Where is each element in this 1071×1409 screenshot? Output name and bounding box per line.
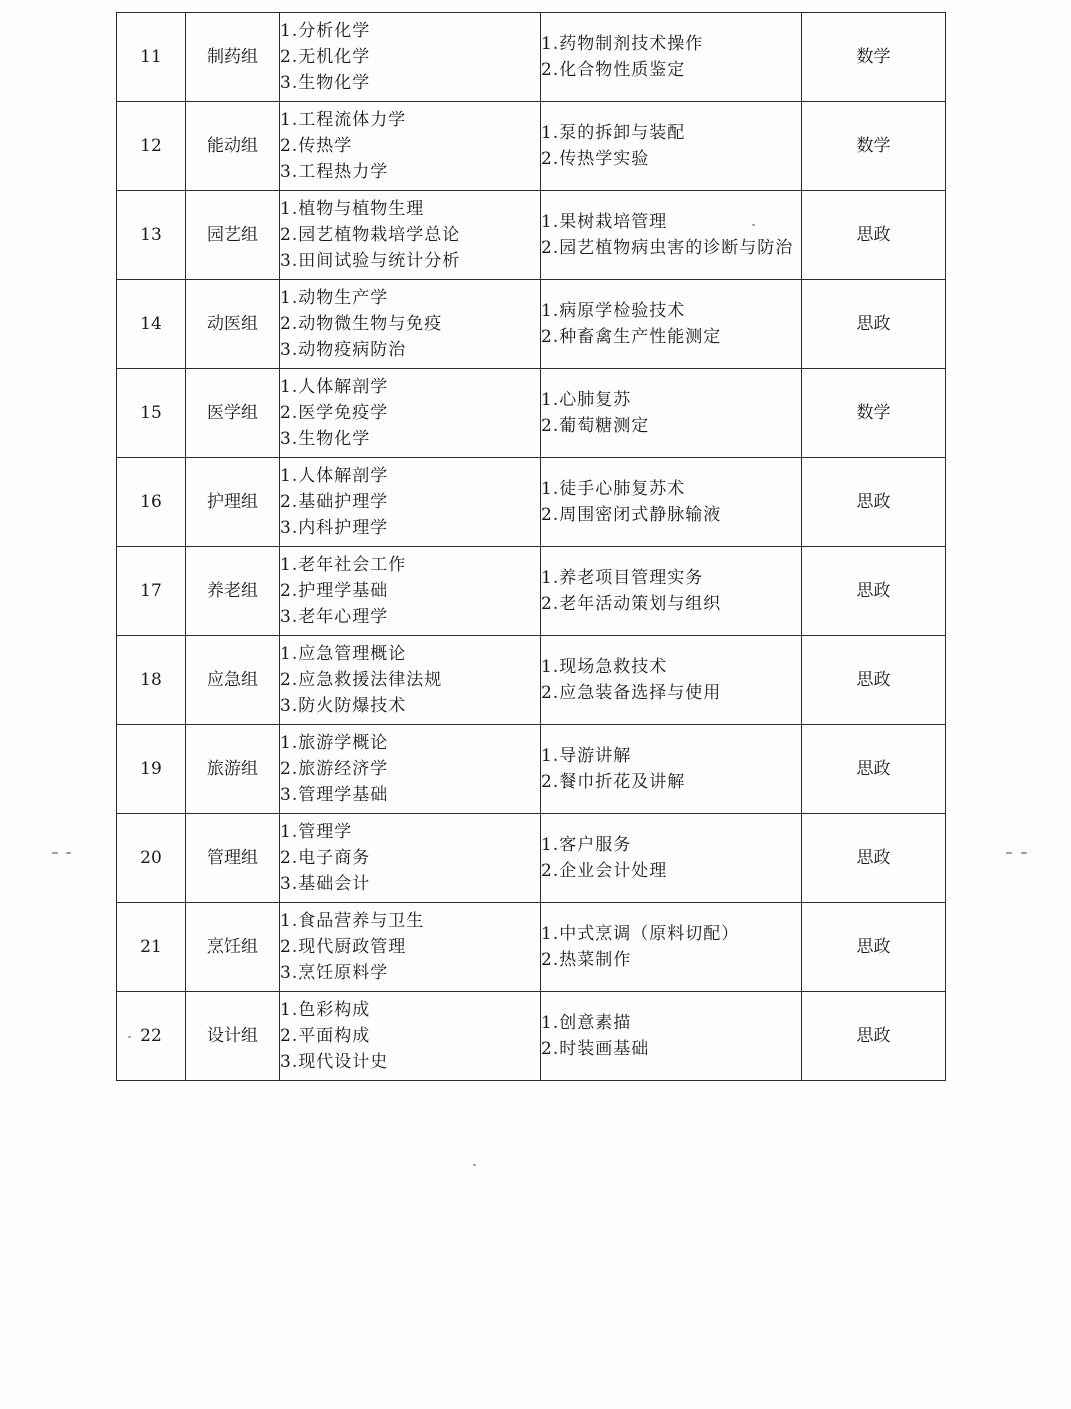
skill-subject-item: 2.周围密闭式静脉输液 — [541, 505, 722, 525]
group-name: 旅游组 — [186, 725, 280, 814]
theory-subjects — [280, 636, 541, 725]
scan-speck — [66, 852, 71, 854]
skill-subject-item: 2.应急装备选择与使用 — [541, 683, 722, 703]
theory-subject-item: 3.老年心理学 — [280, 607, 389, 627]
table-row — [117, 903, 946, 992]
skill-subjects — [541, 636, 802, 725]
theory-subjects — [280, 369, 541, 458]
skill-subject-item: 2.传热学实验 — [541, 149, 650, 169]
group-name: 烹饪组 — [186, 903, 280, 992]
public-subject: 思政 — [802, 191, 946, 280]
scan-speck — [473, 1164, 476, 1166]
theory-subject-item: 3.管理学基础 — [280, 785, 389, 805]
group-name: 养老组 — [186, 547, 280, 636]
public-subject: 数学 — [802, 102, 946, 191]
theory-subject-item: 3.烹饪原料学 — [280, 963, 389, 983]
table-row — [117, 992, 946, 1081]
theory-subject-item: 3.工程热力学 — [280, 162, 389, 182]
theory-subject-item: 2.动物微生物与免疫 — [280, 314, 443, 334]
theory-subject-item: 3.生物化学 — [280, 73, 371, 93]
skill-subject-item: 2.时装画基础 — [541, 1039, 650, 1059]
theory-subjects — [280, 458, 541, 547]
group-name: 制药组 — [186, 13, 280, 102]
group-name: 护理组 — [186, 458, 280, 547]
theory-subject-item: 1.应急管理概论 — [280, 644, 407, 664]
skill-subject-item: 1.泵的拆卸与装配 — [541, 123, 686, 143]
skill-subject-item: 1.果树栽培管理 — [541, 212, 668, 232]
theory-subject-item: 2.平面构成 — [280, 1026, 371, 1046]
group-name: 应急组 — [186, 636, 280, 725]
theory-subject-item: 2.医学免疫学 — [280, 403, 389, 423]
theory-subjects — [280, 992, 541, 1081]
row-number: 17 — [117, 547, 186, 636]
scan-speck — [752, 224, 755, 226]
group-name: 管理组 — [186, 814, 280, 903]
skill-subject-item: 1.病原学检验技术 — [541, 301, 686, 321]
skill-subjects — [541, 458, 802, 547]
theory-subject-item: 2.电子商务 — [280, 848, 371, 868]
skill-subjects — [541, 992, 802, 1081]
public-subject: 思政 — [802, 903, 946, 992]
theory-subject-item: 3.现代设计史 — [280, 1052, 389, 1072]
skill-subjects — [541, 191, 802, 280]
theory-subject-item: 1.人体解剖学 — [280, 377, 389, 397]
theory-subject-item: 1.工程流体力学 — [280, 110, 407, 130]
scan-speck — [52, 852, 58, 854]
skill-subjects — [541, 369, 802, 458]
public-subject: 思政 — [802, 725, 946, 814]
theory-subject-item: 3.基础会计 — [280, 874, 371, 894]
row-number: 13 — [117, 191, 186, 280]
table-row — [117, 814, 946, 903]
group-name: 园艺组 — [186, 191, 280, 280]
theory-subject-item: 1.动物生产学 — [280, 288, 389, 308]
theory-subjects — [280, 102, 541, 191]
theory-subject-item: 3.防火防爆技术 — [280, 696, 407, 716]
skill-subject-item: 2.老年活动策划与组织 — [541, 594, 722, 614]
skill-subjects — [541, 280, 802, 369]
row-number: 12 — [117, 102, 186, 191]
skill-subjects — [541, 903, 802, 992]
public-subject: 思政 — [802, 547, 946, 636]
theory-subjects — [280, 814, 541, 903]
row-number: 18 — [117, 636, 186, 725]
theory-subject-item: 3.内科护理学 — [280, 518, 389, 538]
theory-subject-item: 1.旅游学概论 — [280, 733, 389, 753]
skill-subject-item: 2.园艺植物病虫害的诊断与防治 — [541, 238, 794, 258]
theory-subjects — [280, 903, 541, 992]
theory-subject-item: 2.传热学 — [280, 136, 353, 156]
group-name: 医学组 — [186, 369, 280, 458]
row-number: 21 — [117, 903, 186, 992]
skill-subject-item: 2.企业会计处理 — [541, 861, 668, 881]
skill-subjects — [541, 547, 802, 636]
table-row — [117, 369, 946, 458]
theory-subject-item: 2.园艺植物栽培学总论 — [280, 225, 461, 245]
theory-subjects — [280, 13, 541, 102]
table-row — [117, 13, 946, 102]
theory-subject-item: 1.管理学 — [280, 822, 353, 842]
skill-subject-item: 1.客户服务 — [541, 835, 632, 855]
theory-subject-item: 1.老年社会工作 — [280, 555, 407, 575]
skill-subject-item: 1.创意素描 — [541, 1013, 632, 1033]
theory-subjects — [280, 725, 541, 814]
public-subject: 思政 — [802, 280, 946, 369]
skill-subject-item: 1.养老项目管理实务 — [541, 568, 704, 588]
theory-subject-item: 3.生物化学 — [280, 429, 371, 449]
theory-subject-item: 1.食品营养与卫生 — [280, 911, 425, 931]
skill-subject-item: 1.导游讲解 — [541, 746, 632, 766]
public-subject: 思政 — [802, 814, 946, 903]
theory-subject-item: 2.护理学基础 — [280, 581, 389, 601]
row-number: 20 — [117, 814, 186, 903]
public-subject: 思政 — [802, 458, 946, 547]
table-row — [117, 636, 946, 725]
skill-subjects — [541, 13, 802, 102]
row-number: 19 — [117, 725, 186, 814]
group-name: 能动组 — [186, 102, 280, 191]
theory-subjects — [280, 191, 541, 280]
skill-subject-item: 2.餐巾折花及讲解 — [541, 772, 686, 792]
skill-subject-item: 1.现场急救技术 — [541, 657, 668, 677]
public-subject: 数学 — [802, 13, 946, 102]
theory-subject-item: 2.旅游经济学 — [280, 759, 389, 779]
group-name: 设计组 — [186, 992, 280, 1081]
skill-subjects — [541, 725, 802, 814]
theory-subject-item: 3.田间试验与统计分析 — [280, 251, 461, 271]
scan-speck — [1021, 852, 1027, 854]
theory-subject-item: 3.动物疫病防治 — [280, 340, 407, 360]
table-row — [117, 725, 946, 814]
skill-subjects — [541, 814, 802, 903]
row-number: 14 — [117, 280, 186, 369]
theory-subjects — [280, 280, 541, 369]
table-row — [117, 458, 946, 547]
scan-speck — [1006, 852, 1012, 854]
theory-subject-item: 2.应急救援法律法规 — [280, 670, 443, 690]
skill-subject-item: 1.中式烹调（原料切配） — [541, 924, 740, 944]
table-row — [117, 102, 946, 191]
table-row — [117, 191, 946, 280]
theory-subject-item: 1.分析化学 — [280, 21, 371, 41]
table-row — [117, 280, 946, 369]
table-row — [117, 547, 946, 636]
skill-subject-item: 1.心肺复苏 — [541, 390, 632, 410]
public-subject: 数学 — [802, 369, 946, 458]
theory-subject-item: 2.基础护理学 — [280, 492, 389, 512]
public-subject: 思政 — [802, 992, 946, 1081]
theory-subject-item: 2.无机化学 — [280, 47, 371, 67]
exam-subject-table — [116, 12, 946, 1081]
scan-speck — [128, 1036, 131, 1038]
theory-subject-item: 2.现代厨政管理 — [280, 937, 407, 957]
public-subject: 思政 — [802, 636, 946, 725]
theory-subject-item: 1.植物与植物生理 — [280, 199, 425, 219]
group-name: 动医组 — [186, 280, 280, 369]
row-number: 22 — [117, 992, 186, 1081]
skill-subjects — [541, 102, 802, 191]
skill-subject-item: 2.种畜禽生产性能测定 — [541, 327, 722, 347]
skill-subject-item: 1.药物制剂技术操作 — [541, 34, 704, 54]
theory-subject-item: 1.色彩构成 — [280, 1000, 371, 1020]
theory-subject-item: 1.人体解剖学 — [280, 466, 389, 486]
row-number: 16 — [117, 458, 186, 547]
row-number: 15 — [117, 369, 186, 458]
skill-subject-item: 2.热菜制作 — [541, 950, 632, 970]
skill-subject-item: 2.葡萄糖测定 — [541, 416, 650, 436]
skill-subject-item: 2.化合物性质鉴定 — [541, 60, 686, 80]
theory-subjects — [280, 547, 541, 636]
table-body — [117, 13, 946, 1081]
row-number: 11 — [117, 13, 186, 102]
skill-subject-item: 1.徒手心肺复苏术 — [541, 479, 686, 499]
